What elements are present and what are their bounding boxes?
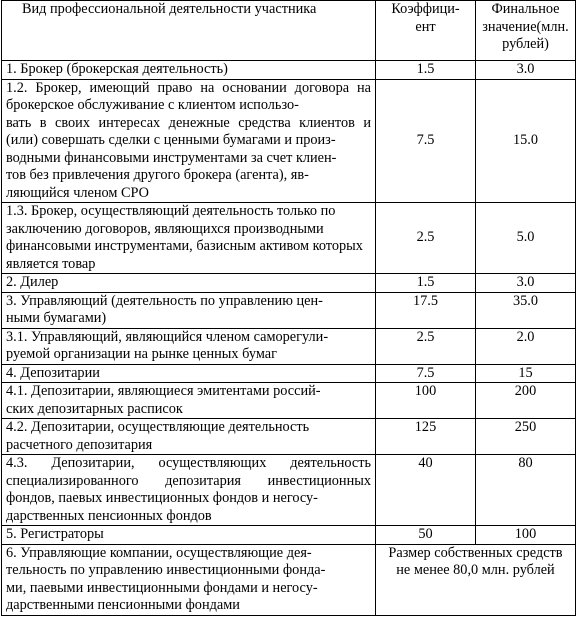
- final-value: 15: [476, 364, 576, 383]
- merged-requirement: Размер собственных средств не менее 80,0 млн. рублей: [376, 544, 576, 615]
- table-row: [2, 203, 576, 274]
- coefficient-value: 125: [376, 419, 476, 455]
- header-activity-type: Вид профессиональной деятельности участника: [2, 1, 376, 61]
- table-row: [2, 455, 576, 526]
- activity-name: 1. Брокер (брокерская деятельность): [2, 61, 376, 80]
- final-value: 200: [476, 383, 576, 419]
- coefficient-value: 2.5: [376, 328, 476, 364]
- activity-name: 1.3. Брокер, осуществляющий деятельность только по заключению договоров, являющихся производными финансовыми инструментами, базисным активом которых является товар: [2, 203, 376, 274]
- coefficient-value: 50: [376, 526, 476, 545]
- coefficient-value: 1.5: [376, 274, 476, 293]
- coefficient-value: 2.5: [376, 203, 476, 274]
- final-value: 100: [476, 526, 576, 545]
- activity-name: 4.2. Депозитарии, осуществляющие деятельность расчетного депозитария: [2, 419, 376, 455]
- final-value: 80: [476, 455, 576, 526]
- coefficient-value: 100: [376, 383, 476, 419]
- activity-name: 1.2. Брокер, имеющий право на основании договора на брокерское обслуживание с клиентом использо- вать в своих интересах денежные средства клиентов и (или) совершать сделки с ценными бумагами и произ- водными финансовыми инструментами за счет клиен- тов без привлечения другого брокера (агента), яв- ляющийся членом СРО: [2, 79, 376, 203]
- activity-name: 6. Управляющие компании, осуществляющие дея- тельность по управлению инвестиционными фонда- ми, паевыми инвестиционными фондами и негосу- дарственными пенсионными фондами: [2, 544, 376, 615]
- coefficient-value: 7.5: [376, 364, 476, 383]
- final-value: 35.0: [476, 292, 576, 328]
- table-row: [2, 364, 576, 383]
- table-row: [2, 544, 576, 615]
- table-row: [2, 419, 576, 455]
- table-header-row: [2, 1, 576, 61]
- activity-name: 4.1. Депозитарии, являющиеся эмитентами россий- ских депозитарных расписок: [2, 383, 376, 419]
- activity-name: 3. Управляющий (деятельность по управлению цен- ными бумагами): [2, 292, 376, 328]
- final-value: 3.0: [476, 61, 576, 80]
- coefficient-value: 40: [376, 455, 476, 526]
- table-row: [2, 61, 576, 80]
- activity-name: 5. Регистраторы: [2, 526, 376, 545]
- final-value: 5.0: [476, 203, 576, 274]
- table-row: [2, 292, 576, 328]
- coefficient-value: 7.5: [376, 79, 476, 203]
- coefficient-value: 17.5: [376, 292, 476, 328]
- coefficient-value: 1.5: [376, 61, 476, 80]
- activity-name: 4. Депозитарии: [2, 364, 376, 383]
- activity-name: 3.1. Управляющий, являющийся членом саморегули- руемой организации на рынке ценных бумаг: [2, 328, 376, 364]
- header-coefficient: Коэффици- ент: [376, 1, 476, 61]
- final-value: 250: [476, 419, 576, 455]
- capital-requirements-table: [1, 0, 576, 616]
- table-row: [2, 274, 576, 293]
- header-final-value: Финальное значение(млн. рублей): [476, 1, 576, 61]
- final-value: 15.0: [476, 79, 576, 203]
- table-row: [2, 328, 576, 364]
- activity-name: 2. Дилер: [2, 274, 376, 293]
- table-row: [2, 383, 576, 419]
- table-row: [2, 79, 576, 203]
- table-row: [2, 526, 576, 545]
- final-value: 2.0: [476, 328, 576, 364]
- final-value: 3.0: [476, 274, 576, 293]
- activity-name: 4.3. Депозитарии, осуществляющих деятельность специализированного депозитария инвестиционных фондов, паевых инвестиционных фондов и негосу- дарственных пенсионных фондов: [2, 455, 376, 526]
